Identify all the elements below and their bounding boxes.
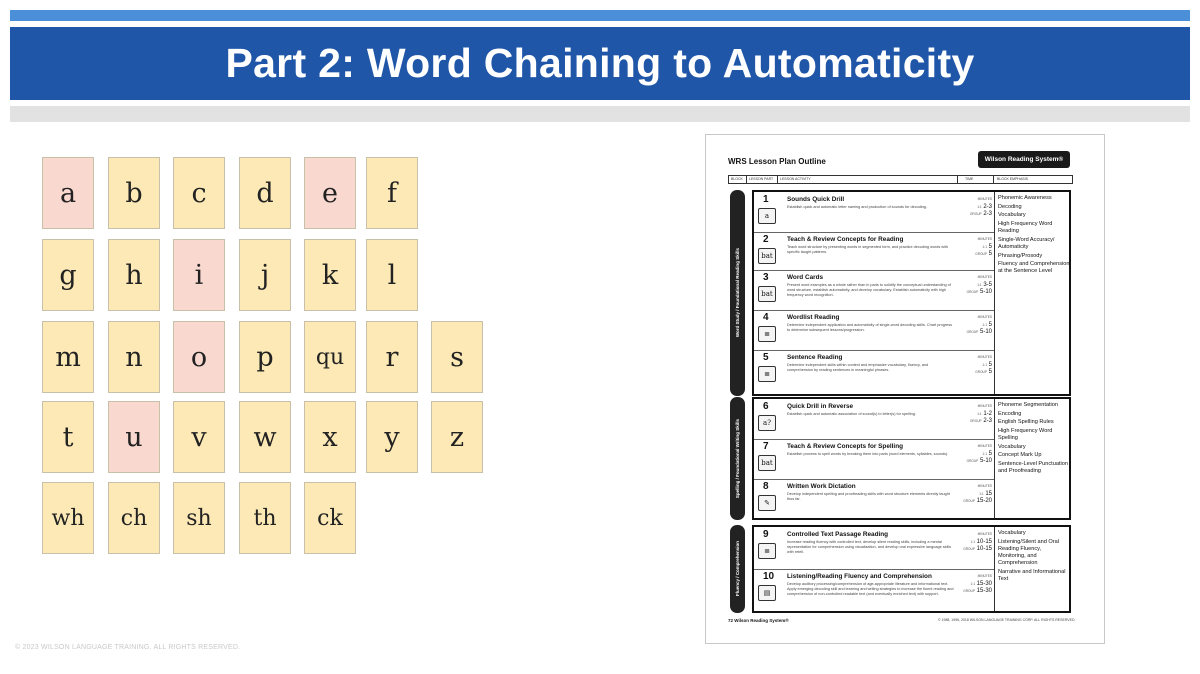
activity-icon: a — [758, 208, 776, 224]
emphasis-item: Vocabulary — [998, 530, 1026, 536]
letter-card-ch: ch — [108, 482, 160, 554]
letter-card-m: m — [42, 321, 94, 393]
lesson-plan-document — [705, 134, 1105, 644]
time-group: 5-10 — [979, 329, 992, 335]
activity-name: Teach & Review Concepts for Reading — [787, 236, 904, 243]
block-tab — [730, 397, 745, 520]
header-time: TIME — [965, 177, 974, 181]
lesson-activity-5 — [754, 350, 994, 389]
letter-card-a: a — [42, 157, 94, 229]
block-box — [752, 525, 1071, 613]
group-label: GROUP — [963, 547, 975, 551]
lesson-activity-10 — [754, 569, 994, 612]
minutes-label: MINUTES — [977, 532, 992, 536]
emphasis-item: Phoneme Segmentation — [998, 402, 1059, 408]
activity-name: Teach & Review Concepts for Spelling — [787, 443, 904, 450]
wilson-badge: Wilson Reading System® — [978, 151, 1070, 168]
letter-card-v: v — [173, 401, 225, 473]
lesson-activity-3 — [754, 270, 994, 311]
block-emphasis-list — [998, 195, 1070, 277]
emphasis-item: Vocabulary — [998, 443, 1026, 450]
block-emphasis-list — [998, 402, 1070, 477]
activity-name: Quick Drill in Reverse — [787, 403, 854, 410]
lesson-activity-4 — [754, 310, 994, 351]
time-group: 2-3 — [983, 211, 992, 217]
letter-card-o: o — [173, 321, 225, 393]
minutes-label: MINUTES — [977, 404, 992, 408]
doc-footer-left: 72 Wilson Reading System® — [728, 618, 789, 623]
one-to-one-label: 1:1 — [982, 362, 987, 367]
emphasis-item: High Frequency Word Reading — [998, 220, 1053, 235]
one-to-one-label: 1:1 — [977, 411, 982, 416]
letter-card-qu: qu — [304, 321, 356, 393]
activity-description: Develop auditory processing/comprehension of age-appropriate literature and informational text. Apply emerging decoding skill and learning and writing strategies to increase the fluent reading and comprehension of non-controlled readable text (and eventually enriched text) with support. — [787, 582, 954, 596]
subtitle-bar — [10, 106, 1190, 122]
letter-card-t: t — [42, 401, 94, 473]
emphasis-item: Vocabulary — [998, 212, 1026, 219]
emphasis-item: Encoding — [998, 410, 1022, 417]
header-emphasis: BLOCK EMPHASIS — [997, 177, 1028, 181]
emphasis-item: Single-Word Accuracy/ Automaticity — [998, 236, 1055, 250]
letter-card-c: c — [173, 157, 225, 229]
group-label: GROUP — [966, 459, 979, 463]
activity-name: Listening/Reading Fluency and Comprehension — [787, 573, 932, 580]
time-group: 15-20 — [976, 498, 992, 504]
time-group: 2-3 — [983, 418, 992, 424]
time-one-to-one: 5 — [988, 450, 992, 457]
time-group: 10-15 — [976, 546, 992, 552]
one-to-one-label: 1:1 — [977, 282, 982, 287]
emphasis-item: Phrasing/Prosody — [998, 252, 1043, 259]
time-group: 15-30 — [976, 588, 992, 594]
doc-footer-right: © 1988, 1996, 2018 WILSON LANGUAGE TRAINING CORP. ALL RIGHTS RESERVED. — [938, 618, 1076, 622]
header-part: LESSON PART — [749, 177, 774, 181]
one-to-one-label: 1:1 — [982, 322, 987, 327]
minutes-label: MINUTES — [977, 484, 992, 488]
letter-card-s: s — [431, 321, 483, 393]
emphasis-item: Fluency and Comprehension at the Sentence Level — [998, 261, 1070, 275]
time-group: 5-10 — [979, 289, 992, 295]
activity-description: Establish quick and automatic letter naming and production of sounds for decoding. — [787, 205, 927, 209]
header-activity: LESSON ACTIVITY — [780, 177, 811, 181]
activity-time — [960, 483, 992, 506]
letter-card-n: n — [108, 321, 160, 393]
activity-icon: bat — [758, 286, 776, 302]
emphasis-item: English Spelling Rules — [998, 419, 1054, 426]
activity-number: 9 — [763, 529, 769, 540]
activity-time — [960, 236, 992, 259]
activity-name: Word Cards — [787, 274, 824, 281]
letter-card-z: z — [431, 401, 483, 473]
one-to-one-label: 1:1 — [970, 539, 975, 544]
activity-name: Sounds Quick Drill — [787, 196, 845, 203]
activity-number: 7 — [763, 441, 769, 452]
lesson-activity-9 — [754, 527, 994, 570]
letter-card-sh: sh — [173, 482, 225, 554]
activity-number: 8 — [763, 481, 769, 492]
emphasis-item: Concept Mark Up — [998, 452, 1042, 459]
activity-icon: bat — [758, 248, 776, 264]
letter-card-e: e — [304, 157, 356, 229]
one-to-one-label: 1:1 — [977, 204, 982, 209]
activity-time — [960, 443, 992, 466]
lesson-activity-2 — [754, 232, 994, 271]
letter-card-b: b — [108, 157, 160, 229]
activity-name: Written Work Dictation — [787, 483, 856, 490]
block-box — [752, 190, 1071, 396]
activity-time — [960, 314, 992, 337]
lesson-activity-8 — [754, 479, 994, 519]
one-to-one-label: 1:1 — [970, 581, 975, 586]
activity-number: 2 — [763, 234, 769, 245]
block-divider — [994, 192, 995, 394]
letter-card-wh: wh — [42, 482, 94, 554]
minutes-label: MINUTES — [977, 355, 992, 359]
lesson-activity-7 — [754, 439, 994, 480]
activity-time — [960, 196, 992, 219]
slide-title: Part 2: Word Chaining to Automaticity — [225, 40, 975, 86]
time-one-to-one: 15 — [985, 490, 992, 497]
activity-number: 3 — [763, 272, 769, 283]
time-group: 5 — [988, 251, 992, 257]
group-label: GROUP — [966, 330, 979, 334]
activity-number: 10 — [763, 571, 775, 582]
activity-description: Establish quick and automatic association of sound(s) to letter(s) for spelling. — [787, 412, 916, 416]
letter-card-ck: ck — [304, 482, 356, 554]
activity-time — [960, 354, 992, 377]
activity-name: Controlled Text Passage Reading — [787, 531, 889, 538]
block-box — [752, 397, 1071, 520]
activity-time — [960, 573, 992, 596]
lesson-plan-title: WRS Lesson Plan Outline — [728, 157, 826, 166]
group-label: GROUP — [969, 212, 982, 216]
lesson-plan-header-row — [728, 175, 1073, 184]
letter-card-j: j — [239, 239, 291, 311]
group-label: GROUP — [963, 499, 975, 503]
lesson-block-3 — [728, 525, 1071, 613]
group-label: GROUP — [969, 419, 982, 423]
letter-card-l: l — [366, 239, 418, 311]
group-label: GROUP — [975, 370, 987, 374]
letter-card-x: x — [304, 401, 356, 473]
activity-icon: ≣ — [758, 366, 776, 382]
activity-time — [960, 274, 992, 297]
group-label: GROUP — [963, 589, 975, 593]
block-divider — [994, 527, 995, 611]
one-to-one-label: 1:1 — [982, 244, 987, 249]
activity-icon: bat — [758, 455, 776, 471]
block-tab — [730, 525, 745, 613]
letter-card-h: h — [108, 239, 160, 311]
block-label: Word Study / Foundational Reading Skills — [735, 248, 740, 338]
lesson-block-1 — [728, 190, 1071, 396]
letter-card-i: i — [173, 239, 225, 311]
letter-card-w: w — [239, 401, 291, 473]
activity-time — [960, 531, 992, 554]
title-bar — [10, 27, 1190, 100]
emphasis-item: Phonemic Awareness — [998, 195, 1052, 201]
header-block: BLOCK — [731, 177, 743, 181]
minutes-label: MINUTES — [977, 315, 992, 319]
letter-card-r: r — [366, 321, 418, 393]
activity-icon: ▤ — [758, 585, 776, 601]
activity-name: Sentence Reading — [787, 354, 843, 361]
letter-card-k: k — [304, 239, 356, 311]
copyright-footer: © 2023 WILSON LANGUAGE TRAINING. ALL RIGHTS RESERVED. — [15, 644, 241, 651]
activity-description: Present word examples as a whole rather than in parts to solidify the conceptual understanding of word structure, establish automaticity, and develop vocabulary. Establish automaticity with high frequency word recognition. — [787, 283, 951, 297]
time-one-to-one: 10-15 — [976, 538, 992, 545]
activity-description: Increase reading fluency with controlled text, develop silent reading skills, including a mental representation for comprehension using visualization, and develop oral expressive language skills with retell. — [787, 540, 951, 554]
activity-time — [960, 403, 992, 426]
time-group: 5 — [988, 369, 992, 375]
activity-icon: ≣ — [758, 326, 776, 342]
activity-name: Wordlist Reading — [787, 314, 840, 321]
activity-description: Teach word structure by presenting words in segmented form, and practice decoding words with specific taught patterns. — [787, 245, 949, 254]
time-group: 5-10 — [979, 458, 992, 464]
block-label: Fluency / Comprehension — [735, 541, 740, 597]
letter-card-u: u — [108, 401, 160, 473]
emphasis-item: Listening/Silent and Oral Reading Fluency, Monitoring, and Comprehension — [998, 538, 1059, 567]
minutes-label: MINUTES — [977, 237, 992, 241]
lesson-activity-1 — [754, 192, 994, 233]
activity-number: 4 — [763, 312, 769, 323]
time-one-to-one: 5 — [988, 361, 992, 368]
minutes-label: MINUTES — [977, 275, 992, 279]
minutes-label: MINUTES — [977, 197, 992, 201]
block-tab — [730, 190, 745, 396]
letter-card-d: d — [239, 157, 291, 229]
one-to-one-label: 1:1 — [982, 451, 987, 456]
block-label: Spelling / Foundational Writing Skills — [735, 418, 740, 499]
time-one-to-one: 1-2 — [983, 410, 992, 417]
emphasis-item: Decoding — [998, 203, 1022, 210]
emphasis-item: High Frequency Word Spelling — [998, 427, 1053, 442]
time-one-to-one: 5 — [988, 321, 992, 328]
activity-icon: a? — [758, 415, 776, 431]
group-label: GROUP — [975, 252, 987, 256]
activity-number: 6 — [763, 401, 769, 412]
one-to-one-label: 1:1 — [979, 491, 984, 496]
letter-card-y: y — [366, 401, 418, 473]
lesson-block-2 — [728, 397, 1071, 520]
activity-description: Develop independent spelling and proofreading skills with word structure elements directly taught thus far. — [787, 492, 950, 501]
activity-description: Determine independent application and automaticity of single-word decoding skills. Chart progress to determine subsequent lessons/progression. — [787, 323, 953, 332]
time-one-to-one: 5 — [988, 243, 992, 250]
lesson-activity-6 — [754, 399, 994, 440]
block-emphasis-list — [998, 530, 1070, 585]
time-one-to-one: 3-5 — [983, 281, 992, 288]
block-divider — [994, 399, 995, 518]
letter-card-g: g — [42, 239, 94, 311]
activity-description: Establish process to spell words by breaking them into parts (word elements, syllables, sounds). — [787, 452, 949, 456]
time-one-to-one: 2-3 — [983, 203, 992, 210]
letter-card-f: f — [366, 157, 418, 229]
letter-card-p: p — [239, 321, 291, 393]
top-accent-stripe — [10, 10, 1190, 21]
activity-description: Determine independent skills within context and emphasize vocabulary, fluency, and comprehension by reading sentences in meaningful phrases. — [787, 363, 929, 372]
group-label: GROUP — [966, 290, 979, 294]
letter-card-th: th — [239, 482, 291, 554]
activity-number: 1 — [763, 194, 769, 205]
minutes-label: MINUTES — [977, 574, 992, 578]
emphasis-item: Sentence-Level Punctuation and Proofreading — [998, 461, 1068, 475]
activity-icon: ≣ — [758, 543, 776, 559]
emphasis-item: Narrative and Informational Text — [998, 568, 1066, 582]
activity-number: 5 — [763, 352, 769, 363]
activity-icon: ✎ — [758, 495, 776, 511]
minutes-label: MINUTES — [977, 444, 992, 448]
time-one-to-one: 15-30 — [976, 580, 992, 587]
